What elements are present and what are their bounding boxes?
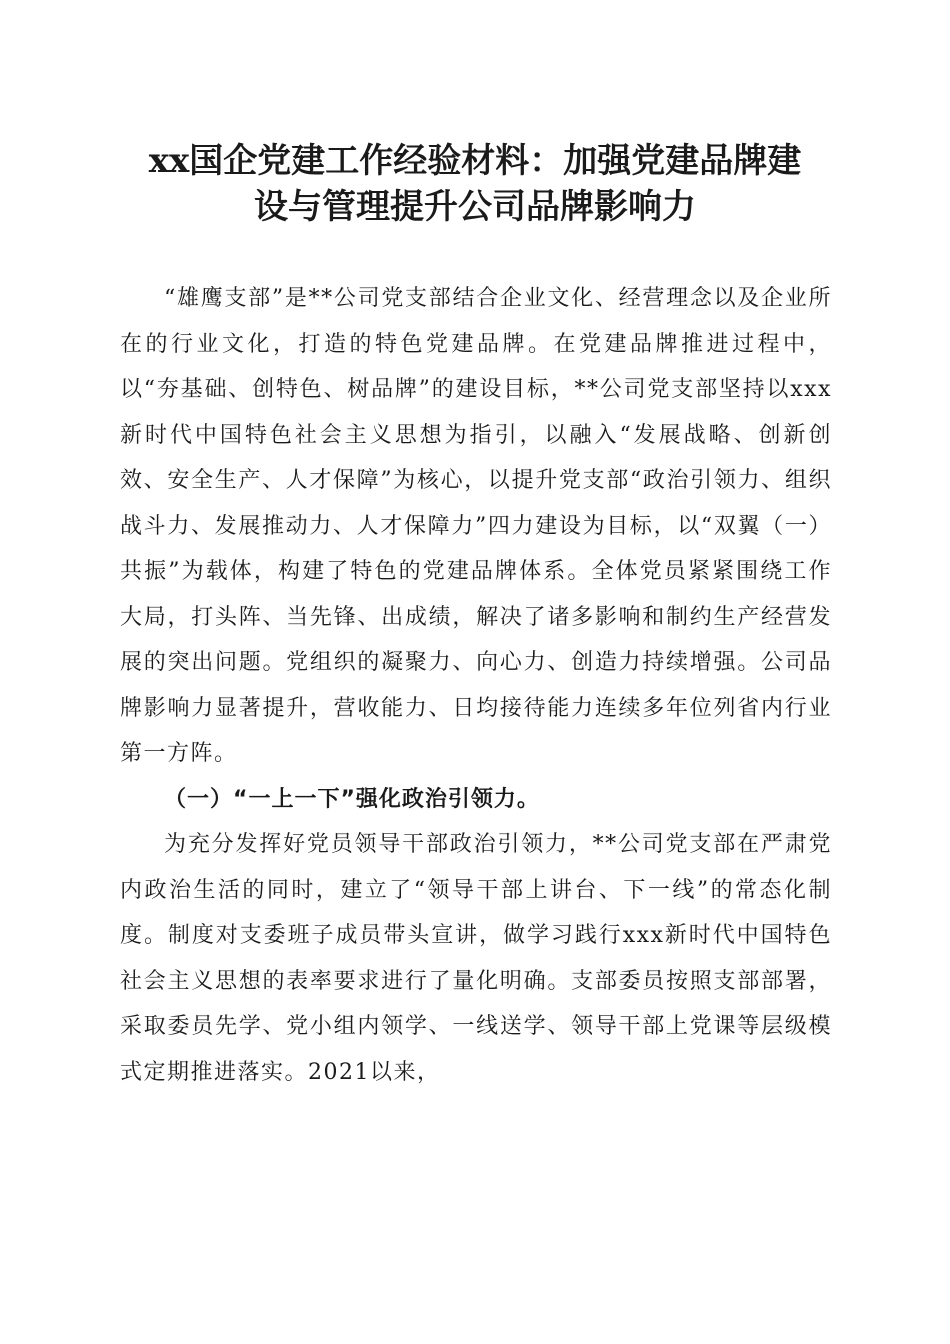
document-title bbox=[100, 138, 850, 230]
title-line-1: xx国企党建工作经验材料：加强党建品牌建 bbox=[148, 141, 802, 181]
section-heading-1: （一）“一上一下”强化政治引领力。 bbox=[164, 786, 540, 812]
paragraph-intro: “雄鹰支部”是**公司党支部结合企业文化、经营理念以及企业所在的行业文化，打造的特色党建品牌。在党建品牌推进过程中，以“夯基础、创特色、树品牌”的建设目标，**公司党支部坚持以xxx新时代中国特色社会主义思想为指引，以融入“发展战略、创新创效、安全生产、人才保障”为核心，以提升党支部“政治引领力、组织战斗力、发展推动力、人才保障力”四力建设为目标，以“双翼（一）共振”为载体，构建了特色的党建品牌体系。全体党员紧紧围绕工作大局，打头阵、当先锋、出成绩，解决了诸多影响和制约生产经营发展的突出问题。党组织的凝聚力、向心力、创造力持续增强。公司品牌影响力显著提升，营收能力、日均接待能力连续多年位列省内行业第一方阵。 bbox=[120, 286, 832, 766]
title-line-2: 设与管理提升公司品牌影响力 bbox=[254, 187, 696, 227]
document-body bbox=[120, 276, 832, 1095]
paragraph-section-1: 为充分发挥好党员领导干部政治引领力，**公司党支部在严肃党内政治生活的同时，建立了“领导干部上讲台、下一线”的常态化制度。制度对支委班子成员带头宣讲，做学习践行xxx新时代中国特色社会主义思想的表率要求进行了量化明确。支部委员按照支部部署，采取委员先学、党小组内领学、一线送学、领导干部上党课等层级模式定期推进落实。2021以来， bbox=[120, 832, 832, 1085]
